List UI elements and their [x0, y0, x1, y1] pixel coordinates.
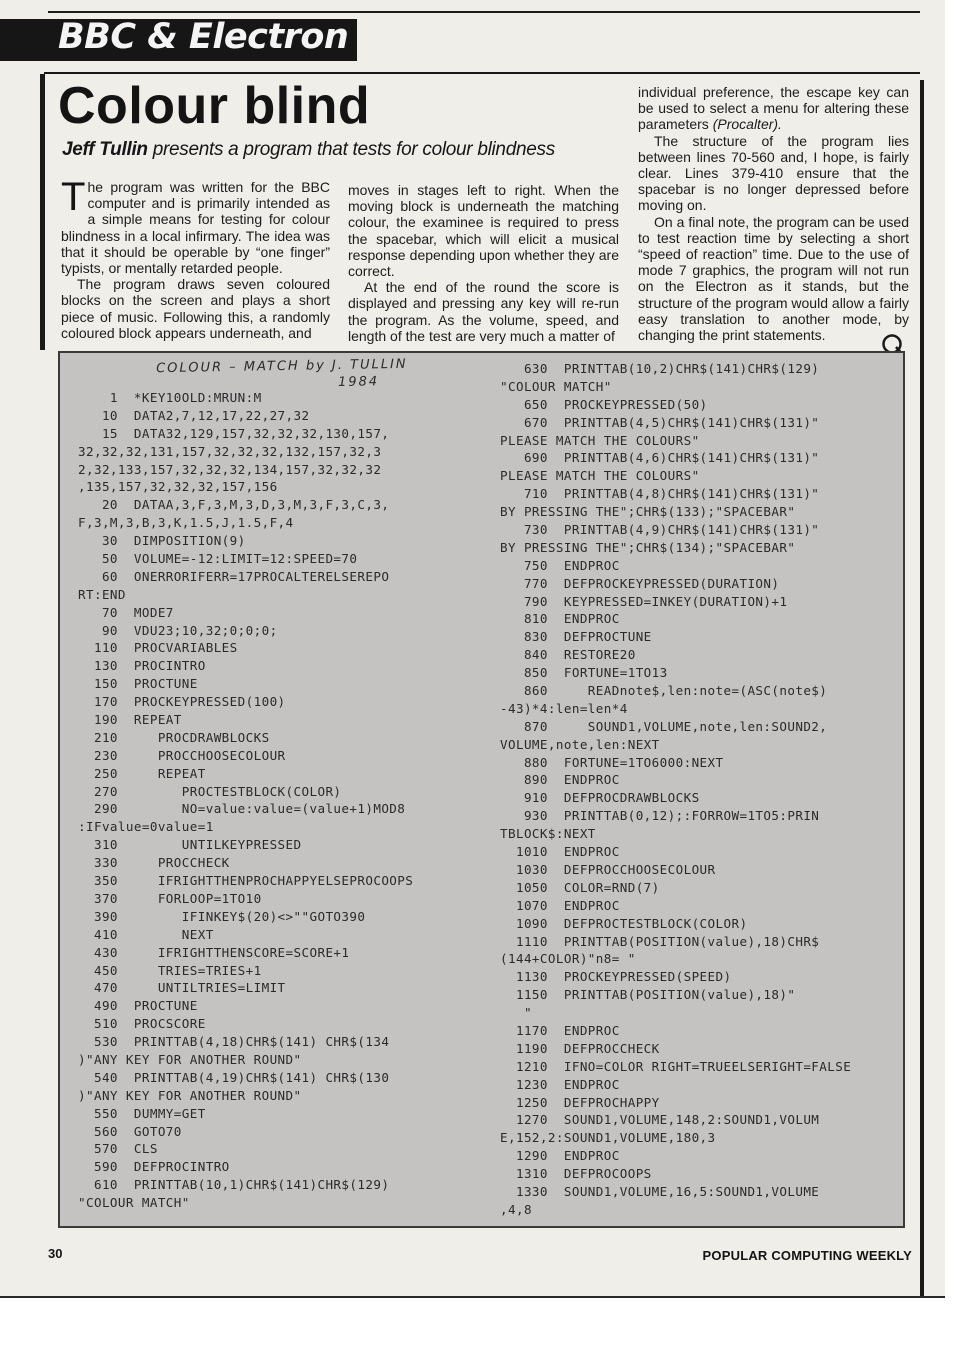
code-line: 730 PRINTTAB(4,9)CHR$(141)CHR$(131)": [500, 522, 820, 538]
code-line: 230 PROCCHOOSECOLOUR: [78, 747, 286, 763]
code-line: 690 PRINTTAB(4,6)CHR$(141)CHR$(131)": [500, 450, 820, 466]
code-line: 1070 ENDPROC: [500, 897, 620, 913]
magazine-name: POPULAR COMPUTING WEEKLY: [702, 1248, 912, 1263]
code-line: 1290 ENDPROC: [500, 1148, 620, 1164]
listing-left-column: [78, 389, 413, 1212]
page-number: 30: [48, 1246, 63, 1261]
author-name: Jeff Tullin: [62, 139, 148, 160]
code-line: 1210 IFNO=COLOR RIGHT=TRUEELSERIGHT=FALSE: [500, 1058, 852, 1074]
drop-cap: T: [61, 175, 86, 219]
code-line: 840 RESTORE20: [500, 647, 636, 663]
paragraph: At the end of the round the score is displayed and pressing any key will re-run the program. As the volume, speed, and length of the test are very much a matter of: [348, 279, 619, 344]
code-line: F,3,M,3,B,3,K,1.5,J,1.5,F,4: [78, 515, 294, 531]
paragraph: The program draws seven coloured blocks on the screen and plays a short piece of music. Following this, a randomly coloured block appears underneath, and: [61, 276, 330, 341]
page-margin: [0, 1298, 970, 1371]
code-line: 10 DATA2,7,12,17,22,27,32: [78, 407, 310, 423]
code-line: 32,32,32,131,157,32,32,32,132,157,32,3: [78, 443, 382, 459]
code-line: 390 IFINKEY$(20)<>""GOTO390: [78, 908, 366, 924]
code-line: "COLOUR MATCH": [78, 1195, 190, 1211]
code-line: 1190 DEFPROCCHECK: [500, 1040, 660, 1056]
code-line: 60 ONERRORIFERR=17PROCALTERELSEREPO: [78, 568, 390, 584]
code-line: 1030 DEFPROCCHOOSECOLOUR: [500, 861, 716, 877]
code-line: 590 DEFPROCINTRO: [78, 1159, 230, 1175]
code-line: ": [500, 1005, 532, 1021]
code-line: 910 DEFPROCDRAWBLOCKS: [500, 790, 700, 806]
code-line: 1050 COLOR=RND(7): [500, 879, 660, 895]
code-line: 1130 PROCKEYPRESSED(SPEED): [500, 969, 732, 985]
code-line: BY PRESSING THE";CHR$(133);"SPACEBAR": [500, 504, 796, 520]
paragraph: moves in stages left to right. When the moving block is underneath the matching colour, the examinee is required to press the spacebar, which will elicit a musical response depending upon whether they are correct.: [348, 182, 619, 280]
code-line: 530 PRINTTAB(4,18)CHR$(141) CHR$(134: [78, 1034, 390, 1050]
paragraph: individual preference, the escape key can be used to select a menu for altering these parameters (Procalter).: [638, 84, 909, 133]
headline-rule: [44, 72, 920, 74]
code-line: 2,32,133,157,32,32,32,134,157,32,32,32: [78, 461, 382, 477]
code-line: 830 DEFPROCTUNE: [500, 629, 652, 645]
paragraph: On a final note, the program can be used to test reaction time by selecting a short “speed of reaction” time. Due to the use of mode 7 graphics, the program will not run on the Electron as it stands, but the structure of the program would allow a fairly easy translation to another mode, by changing the print statements.: [638, 213, 909, 344]
code-line: 470 UNTILTRIES=LIMIT: [78, 980, 286, 996]
code-line: E,152,2:SOUND1,VOLUME,180,3: [500, 1130, 716, 1146]
top-rule: [48, 11, 920, 13]
code-line: 270 PROCTESTBLOCK(COLOR): [78, 783, 342, 799]
code-line: 570 CLS: [78, 1141, 158, 1157]
headline-side-bar: [40, 74, 45, 350]
code-line: 310 UNTILKEYPRESSED: [78, 837, 302, 853]
code-line: 1270 SOUND1,VOLUME,148,2:SOUND1,VOLUM: [500, 1112, 820, 1128]
code-line: 150 PROCTUNE: [78, 676, 198, 692]
code-line: 790 KEYPRESSED=INKEY(DURATION)+1: [500, 593, 788, 609]
code-line: 930 PRINTTAB(0,12);:FORROW=1TO5:PRIN: [500, 808, 820, 824]
code-line: 670 PRINTTAB(4,5)CHR$(141)CHR$(131)": [500, 414, 820, 430]
handwritten-title: COLOUR – MATCH by J. TULLIN 1984: [156, 356, 408, 391]
code-line: 1330 SOUND1,VOLUME,16,5:SOUND1,VOLUME: [500, 1183, 820, 1199]
code-line: 30 DIMPOSITION(9): [78, 533, 246, 549]
code-line: 430 IFRIGHTTHENSCORE=SCORE+1: [78, 944, 350, 960]
code-line: 1230 ENDPROC: [500, 1076, 620, 1092]
listing-right-column: [500, 360, 851, 1219]
italic-term: (Procalter).: [712, 116, 782, 133]
code-line: 1 *KEY10OLD:MRUN:M: [78, 390, 262, 405]
code-line: 20 DATAA,3,F,3,M,3,D,3,M,3,F,3,C,3,: [78, 497, 390, 513]
code-line: 350 IFRIGHTTHENPROCHAPPYELSEPROCOOPS: [78, 873, 414, 889]
code-line: 1310 DEFPROCOOPS: [500, 1166, 652, 1182]
article-column-2: [348, 182, 619, 344]
code-line: 630 PRINTTAB(10,2)CHR$(141)CHR$(129): [500, 361, 820, 376]
code-line: 710 PRINTTAB(4,8)CHR$(141)CHR$(131)": [500, 486, 820, 502]
code-line: PLEASE MATCH THE COLOURS": [500, 432, 700, 448]
page-right-edge: [920, 80, 924, 1298]
code-line: 850 FORTUNE=1TO13: [500, 665, 668, 681]
code-line: BY PRESSING THE";CHR$(134);"SPACEBAR": [500, 539, 796, 555]
code-line: 1250 DEFPROCHAPPY: [500, 1094, 660, 1110]
article-title: Colour blind: [58, 77, 371, 135]
code-line: 290 NO=value:value=(value+1)MOD8: [78, 801, 406, 817]
code-line: 15 DATA32,129,157,32,32,32,130,157,: [78, 425, 390, 441]
paragraph: The program was written for the BBC computer and is primarily intended as a simple means for testing for colour blindness in a local infirmary. The idea was that it should be operable by “one finger” typists, or mentally retarded people.: [61, 175, 330, 277]
code-line: 870 SOUND1,VOLUME,note,len:SOUND2,: [500, 718, 828, 734]
code-line: 1110 PRINTTAB(POSITION(value),18)CHR$: [500, 933, 820, 949]
code-line: :IFvalue=0value=1: [78, 819, 214, 835]
standfirst: [62, 139, 555, 161]
code-line: 750 ENDPROC: [500, 557, 620, 573]
code-line: 450 TRIES=TRIES+1: [78, 962, 262, 978]
code-line: 370 FORLOOP=1TO10: [78, 890, 262, 906]
code-line: 890 ENDPROC: [500, 772, 620, 788]
code-line: 540 PRINTTAB(4,19)CHR$(141) CHR$(130: [78, 1069, 390, 1085]
standfirst-text: presents a program that tests for colour blindness: [152, 139, 555, 160]
code-line: 110 PROCVARIABLES: [78, 640, 238, 656]
code-line: ,4,8: [500, 1201, 532, 1217]
paragraph: The structure of the program lies between lines 70-560 and, I hope, is fairly clear. Lines 379-410 ensure that the spacebar is no longer depressed before moving on.: [638, 132, 909, 214]
code-line: 130 PROCINTRO: [78, 658, 206, 674]
code-line: 770 DEFPROCKEYPRESSED(DURATION): [500, 575, 780, 591]
code-line: 90 VDU23;10,32;0;0;0;: [78, 622, 278, 638]
code-line: 410 NEXT: [78, 926, 214, 942]
code-line: "COLOUR MATCH": [500, 378, 612, 394]
article-column-3: [638, 84, 909, 343]
code-line: 880 FORTUNE=1TO6000:NEXT: [500, 754, 724, 770]
code-line: 50 VOLUME=-12:LIMIT=12:SPEED=70: [78, 551, 358, 567]
code-line: RT:END: [78, 586, 126, 602]
code-line: (144+COLOR)"n8= ": [500, 951, 636, 967]
code-line: TBLOCK$:NEXT: [500, 826, 596, 842]
code-line: 650 PROCKEYPRESSED(50): [500, 396, 708, 412]
code-line: 810 ENDPROC: [500, 611, 620, 627]
code-line: 1170 ENDPROC: [500, 1022, 620, 1038]
code-line: ,135,157,32,32,32,157,156: [78, 479, 278, 495]
section-title: BBC & Electron: [58, 17, 349, 57]
code-line: )"ANY KEY FOR ANOTHER ROUND": [78, 1051, 302, 1067]
code-line: 70 MODE7: [78, 604, 174, 620]
code-line: -43)*4:len=len*4: [500, 700, 628, 716]
code-line: 250 REPEAT: [78, 765, 206, 781]
code-line: )"ANY KEY FOR ANOTHER ROUND": [78, 1087, 302, 1103]
code-line: 190 REPEAT: [78, 712, 182, 728]
code-line: 860 READnote$,len:note=(ASC(note$): [500, 683, 828, 699]
code-line: 330 PROCCHECK: [78, 855, 230, 871]
code-line: 550 DUMMY=GET: [78, 1105, 206, 1121]
code-line: 490 PROCTUNE: [78, 998, 198, 1014]
code-line: VOLUME,note,len:NEXT: [500, 736, 660, 752]
code-line: 510 PROCSCORE: [78, 1016, 206, 1032]
code-line: 610 PRINTTAB(10,1)CHR$(141)CHR$(129): [78, 1177, 390, 1193]
code-line: 1010 ENDPROC: [500, 844, 620, 860]
code-line: 560 GOTO70: [78, 1123, 182, 1139]
code-line: 170 PROCKEYPRESSED(100): [78, 694, 286, 710]
code-line: 1150 PRINTTAB(POSITION(value),18)": [500, 987, 796, 1003]
code-line: 1090 DEFPROCTESTBLOCK(COLOR): [500, 915, 748, 931]
article-column-1: [61, 175, 330, 341]
code-line: 210 PROCDRAWBLOCKS: [78, 729, 270, 745]
code-line: PLEASE MATCH THE COLOURS": [500, 468, 700, 484]
